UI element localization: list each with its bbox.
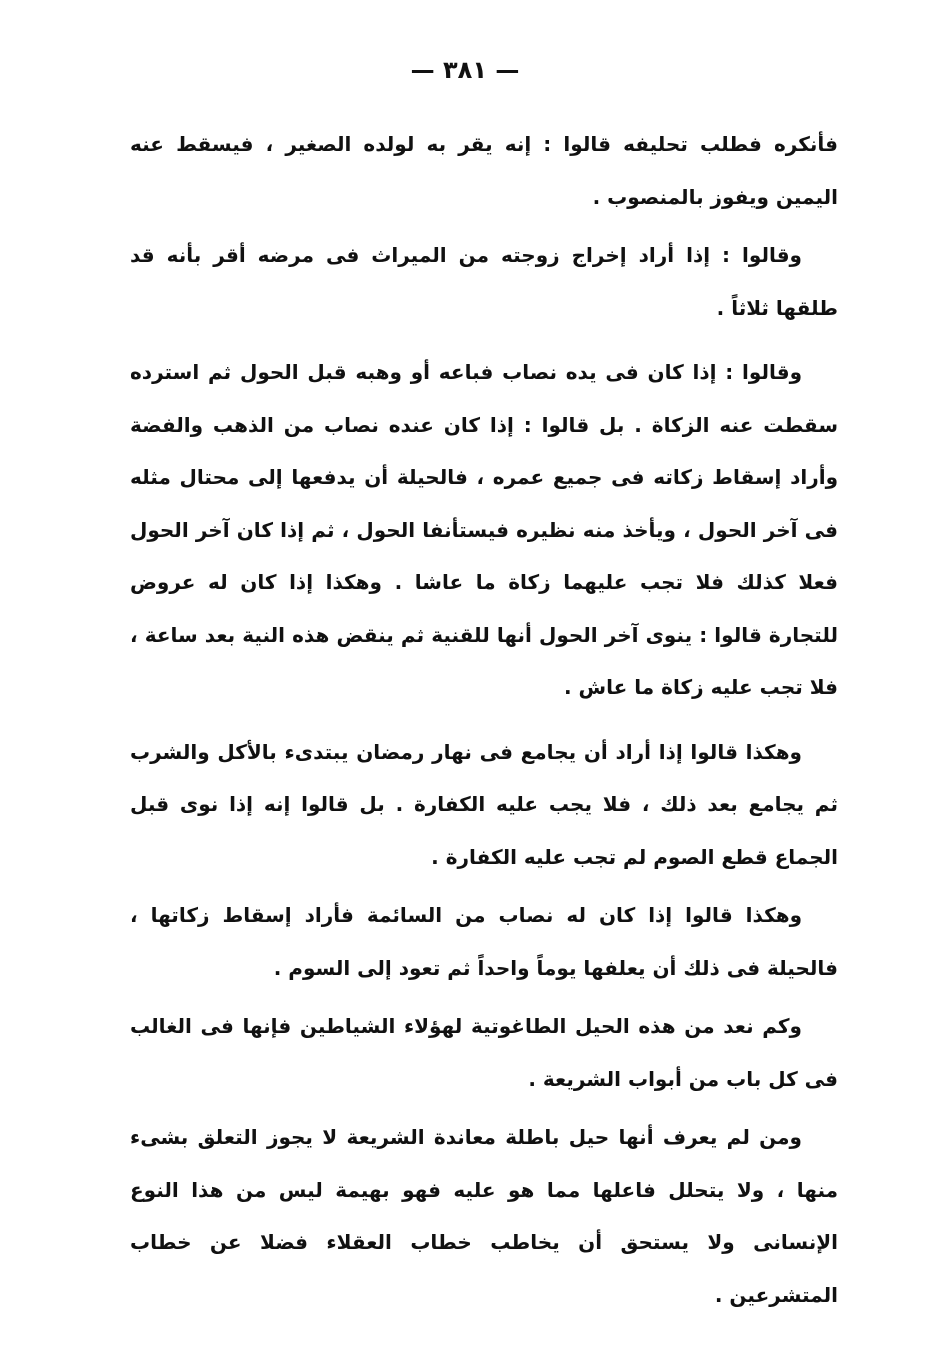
paragraph-5: وهكذا قالوا إذا كان له نصاب من السائمة فأراد إسقاط زكاتها ، فالحيلة فى ذلك أن يعلفها يوماً واحداً ثم تعود إلى السوم . <box>130 903 838 980</box>
paragraph-1: فأنكره فطلب تحليفه قالوا : إنه يقر به لولده الصغير ، فيسقط عنه اليمين ويفوز بالمنصوب . <box>130 132 838 209</box>
paragraph-6: وكم نعد من هذه الحيل الطاغوتية لهؤلاء الشياطين فإنها فى الغالب فى كل باب من أبواب الشريعة . <box>130 1014 838 1091</box>
page-number: — ٣٨١ — <box>410 56 520 84</box>
paragraph-4: وهكذا قالوا إذا أراد أن يجامع فى نهار رمضان يبتدىء بالأكل والشرب ثم يجامع بعد ذلك ، فلا يجب عليه الكفارة . بل قالوا إنه إذا نوى قبل الجماع قطع الصوم لم تجب عليه الكفارة . <box>130 739 838 869</box>
paragraph-3: وقالوا : إذا كان فى يده نصاب فباعه أو وهبه قبل الحول ثم استرده سقطت عنه الزكاة . بل قالوا : إذا كان عنده نصاب من الذهب والفضة وأراد إسقاط زكاته فى جميع عمره ، فالحيلة أن يدفعها إلى محتال مثله فى آخر الحول ، ويأخذ منه نظيره فيستأنفا الحول ، ثم إذا كان آخر الحول فعلا كذلك فلا تجب عليهما زكاة ما عاشا . وهكذا إذا كان له عروض للتجارة قالوا : ينوى آخر الحول أنها للقنية ثم ينقض هذه النية بعد ساعة ، فلا تجب عليه زكاة ما عاش . <box>130 360 838 699</box>
paragraph-2: وقالوا : إذا أراد إخراج زوجته من الميراث فى مرضه أقر بأنه قد طلقها ثلاثاً . <box>130 243 838 320</box>
paragraph-7: ومن لم يعرف أنها حيل باطلة معاندة الشريعة لا يجوز التعلق بشىء منها ، ولا يتحلل فاعلها مما هو عليه فهو بهيمة ليس من هذا النوع الإنسانى ولا يستحق أن يخاطب خطاب العقلاء فضلا عن خطاب المتشرعين . <box>130 1125 838 1307</box>
body-text <box>130 118 838 1321</box>
